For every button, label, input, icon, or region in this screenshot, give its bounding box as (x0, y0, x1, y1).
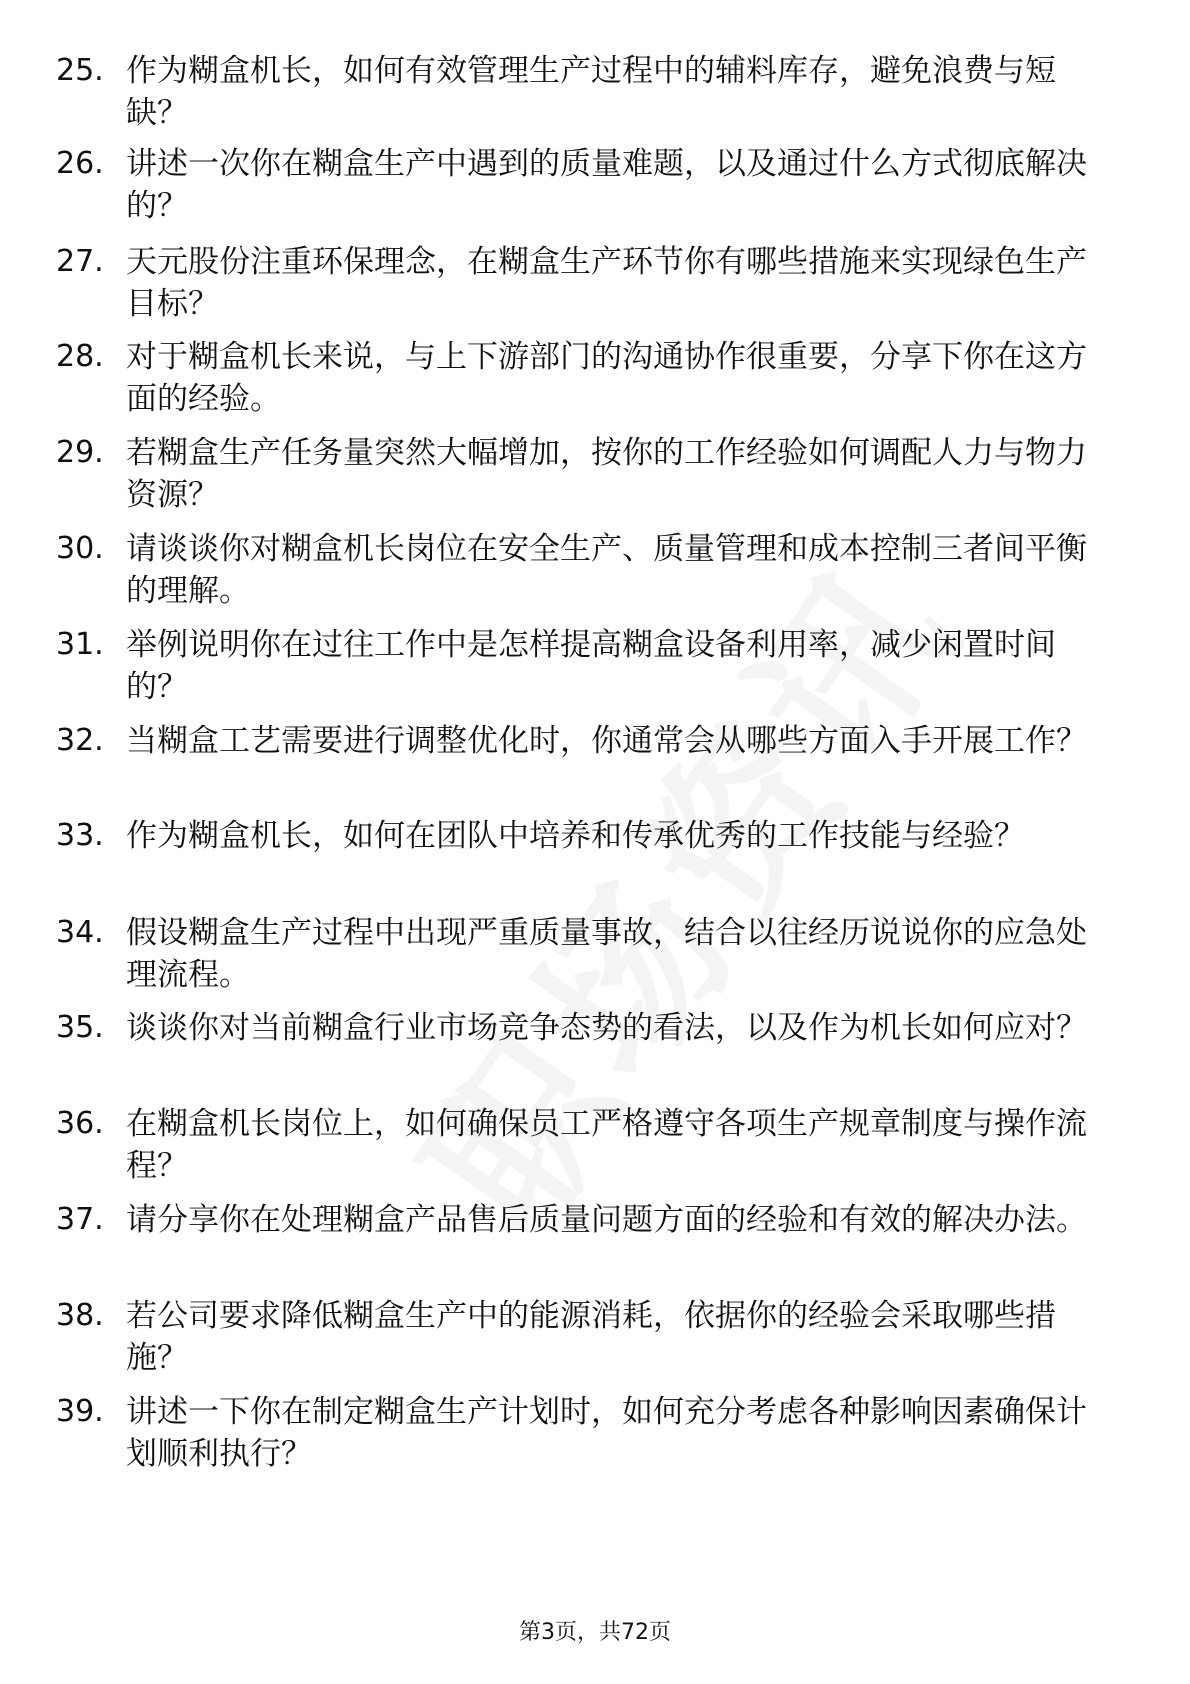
question-number: 39. (56, 1394, 104, 1429)
question-number: 28. (56, 339, 104, 374)
question-text: 讲述一下你在制定糊盒生产计划时，如何充分考虑各种影响因素确保计划顺利执行？ (126, 1394, 1087, 1472)
question-number: 33. (56, 818, 104, 853)
question-number: 34. (56, 915, 104, 950)
question-item (0, 528, 1190, 616)
question-text: 假设糊盒生产过程中出现严重质量事故，结合以往经历说说你的应急处理流程。 (126, 915, 1087, 993)
question-text: 谈谈你对当前糊盒行业市场竞争态势的看法，以及作为机长如何应对？ (126, 1010, 1087, 1046)
page-indicator: 第3页，共72页 (519, 1620, 671, 1645)
question-item (0, 241, 1190, 329)
question-item (0, 432, 1190, 520)
question-text: 天元股份注重环保理念，在糊盒生产环节你有哪些措施来实现绿色生产目标？ (126, 244, 1087, 322)
question-number: 25. (56, 53, 104, 88)
question-item (0, 336, 1190, 424)
question-item (0, 1391, 1190, 1479)
question-text: 举例说明你在过往工作中是怎样提高糊盒设备利用率，减少闲置时间的？ (126, 627, 1056, 705)
question-number: 32. (56, 723, 104, 758)
question-number: 31. (56, 627, 104, 662)
question-number: 35. (56, 1010, 104, 1045)
question-text: 当糊盒工艺需要进行调整优化时，你通常会从哪些方面入手开展工作？ (126, 723, 1087, 759)
question-text: 讲述一次你在糊盒生产中遇到的质量难题，以及通过什么方式彻底解决的？ (126, 146, 1087, 224)
question-number: 38. (56, 1298, 104, 1333)
question-item (0, 720, 1190, 808)
question-item (0, 1295, 1190, 1383)
question-item (0, 624, 1190, 712)
question-number: 27. (56, 244, 104, 279)
question-text: 若糊盒生产任务量突然大幅增加，按你的工作经验如何调配人力与物力资源？ (126, 435, 1087, 513)
question-item (0, 143, 1190, 231)
question-number: 30. (56, 531, 104, 566)
question-text: 请分享你在处理糊盒产品售后质量问题方面的经验和有效的解决办法。 (126, 1202, 1087, 1238)
question-number: 29. (56, 435, 104, 470)
question-item (0, 1007, 1190, 1095)
question-item (0, 1103, 1190, 1191)
question-number: 37. (56, 1202, 104, 1237)
question-item (0, 50, 1190, 138)
question-item (0, 1199, 1190, 1287)
question-text: 在糊盒机长岗位上，如何确保员工严格遵守各项生产规章制度与操作流程？ (126, 1106, 1087, 1184)
question-number: 36. (56, 1106, 104, 1141)
question-text: 作为糊盒机长，如何在团队中培养和传承优秀的工作技能与经验？ (126, 818, 1025, 854)
question-text: 对于糊盒机长来说，与上下游部门的沟通协作很重要，分享下你在这方面的经验。 (126, 339, 1087, 417)
question-item (0, 815, 1190, 903)
question-text: 作为糊盒机长，如何有效管理生产过程中的辅料库存，避免浪费与短缺？ (126, 53, 1056, 131)
question-number: 26. (56, 146, 104, 181)
question-text: 请谈谈你对糊盒机长岗位在安全生产、质量管理和成本控制三者间平衡的理解。 (126, 531, 1087, 609)
question-text: 若公司要求降低糊盒生产中的能源消耗，依据你的经验会采取哪些措施？ (126, 1298, 1056, 1376)
question-item (0, 912, 1190, 1000)
